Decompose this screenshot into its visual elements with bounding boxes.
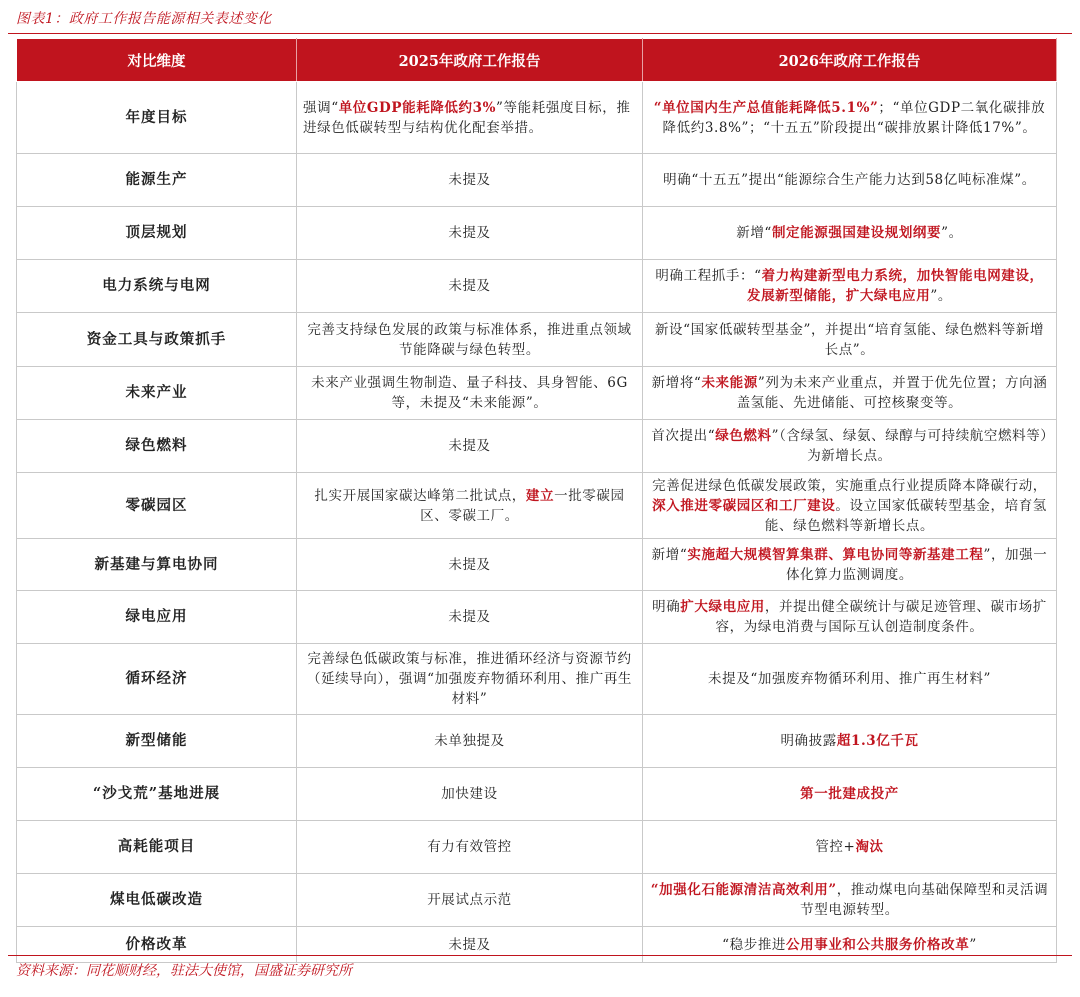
text: ”。 [930,288,952,304]
cell-2026 [643,874,1057,927]
highlight-text: 制定能源强国建设规划纲要 [771,225,942,241]
cell-2025 [297,473,643,539]
text: 完善促进绿色低碳发展政策，实施重点行业提质降本降碳行动， [652,477,1047,494]
table-row [17,874,1057,927]
table-row [17,367,1057,420]
cell-2025: 未提及 [297,539,643,591]
cell-2025: 完善绿色低碳政策与标准，推进循环经济与资源节约（延续导向），强调“加强废弃物循环利用、推广再生材料” [297,644,643,715]
text: ”，加强一体化算力监测调度。 [786,546,1048,583]
text: 明确披露 [780,733,837,749]
cell-2026 [643,768,1057,821]
cell-2025: 未来产业强调生物制造、量子科技、具身智能、6G等，未提及“未来能源”。 [297,367,643,420]
table-row [17,207,1057,260]
text: ”列为未来产业重点，并置于优先位置；方向涵盖氢能、先进储能、可控核聚变等。 [736,375,1048,411]
cell-2026 [643,821,1057,874]
cell-2026 [643,473,1057,539]
highlight-text: “加强化石能源清洁高效利用” [650,882,837,898]
highlight-text: 建立 [525,487,555,504]
header-2025: 2025年政府工作报告 [297,39,643,82]
cell-2026 [643,207,1057,260]
header-row [17,39,1057,82]
header-2026: 2026年政府工作报告 [643,39,1057,82]
table-row [17,644,1057,715]
cell-2026 [643,260,1057,313]
cell-2025: 未提及 [297,207,643,260]
cell-2025: 未提及 [297,927,643,963]
highlight-text: 第一批建成投产 [800,786,899,802]
highlight-text: “单位国内生产总值能耗降低5.1%” [653,99,879,116]
text: ”。 [941,225,963,241]
dimension-cell: 零碳园区 [17,473,297,539]
text: 新增“ [651,546,688,563]
highlight-text: 超1.3亿千瓦 [836,733,919,749]
dimension-cell: 能源生产 [17,154,297,207]
table-row [17,927,1057,963]
dimension-cell: 电力系统与电网 [17,260,297,313]
table-row [17,768,1057,821]
cell-2025 [297,82,643,154]
text: 首次提出“ [651,428,716,444]
table-row [17,821,1057,874]
cell-2025: 未单独提及 [297,715,643,768]
cell-2026 [643,715,1057,768]
text: ”（含绿氢、绿氨、绿醇与可持续航空燃料等）为新增长点。 [771,428,1048,464]
highlight-text: 着力构建新型电力系统，加快智能电网建设，发展新型储能，扩大绿电应用 [747,268,1044,304]
text: ”等能耗强度目标，推进绿色低碳转型与结构优化配套举措。 [303,99,631,136]
text: 明确工程抓手：“ [655,268,762,284]
highlight-text: 未来能源 [701,375,758,391]
highlight-text: 深入推进零碳园区和工厂建设 [652,497,836,514]
table-row [17,82,1057,154]
dimension-cell: 新基建与算电协同 [17,539,297,591]
dimension-cell: 煤电低碳改造 [17,874,297,927]
text: ；“单位GDP二氧化碳排放降低约3.8%”；“十五五”阶段提出“碳排放累计降低17%”。 [662,99,1046,136]
cell-2026 [643,367,1057,420]
table-row [17,591,1057,644]
cell-2026: 明确“十五五”提出“能源综合生产能力达到58亿吨标准煤”。 [643,154,1057,207]
highlight-text: 绿色燃料 [715,428,772,444]
dimension-cell: 年度目标 [17,82,297,154]
highlight-text: 淘汰 [855,839,884,855]
text: 一批零碳园区、零碳工厂。 [420,487,625,524]
cell-2025: 未提及 [297,154,643,207]
cell-2025: 有力有效管控 [297,821,643,874]
highlight-text: 扩大绿电应用 [680,599,765,615]
header-dimension: 对比维度 [17,39,297,82]
dimension-cell: 顶层规划 [17,207,297,260]
table-row [17,154,1057,207]
text: ” [969,936,977,953]
text: 强调“ [303,99,339,116]
source-note: 资料来源：同花顺财经，驻法大使馆，国盛证券研究所 [16,963,352,979]
table-row [17,313,1057,367]
table-row [17,420,1057,473]
dimension-cell: 新型储能 [17,715,297,768]
cell-2025: 未提及 [297,591,643,644]
dimension-cell: 未来产业 [17,367,297,420]
table-row [17,715,1057,768]
comparison-table [16,38,1057,963]
text: 新增将“ [651,375,702,391]
cell-2025: 开展试点示范 [297,874,643,927]
dimension-cell: 资金工具与政策抓手 [17,313,297,367]
cell-2026 [643,927,1057,963]
cell-2025: 加快建设 [297,768,643,821]
cell-2026: 新设“国家低碳转型基金”，并提出“培育氢能、绿色燃料等新增长点”。 [643,313,1057,367]
highlight-text: 公用事业和公共服务价格改革 [786,936,970,953]
text: “稳步推进 [722,936,787,953]
table-row [17,473,1057,539]
text: ，推动煤电向基础保障型和灵活调节型电源转型。 [800,882,1049,918]
highlight-text: 实施超大规模智算集群、算电协同等新基建工程 [687,546,984,563]
text: 新增“ [736,225,772,241]
cell-2026 [643,539,1057,591]
text: 明确 [652,599,681,615]
table-row [17,260,1057,313]
text: 管控+ [815,839,856,855]
cell-2025: 未提及 [297,420,643,473]
text: 。设立国家低碳转型基金，培育氢能、绿色燃料等新增长点。 [764,497,1047,534]
dimension-cell: 绿电应用 [17,591,297,644]
dimension-cell: “沙戈荒”基地进展 [17,768,297,821]
dimension-cell: 高耗能项目 [17,821,297,874]
table-row [17,539,1057,591]
text: 扎实开展国家碳达峰第二批试点， [314,487,526,504]
top-divider [8,33,1072,34]
dimension-cell: 绿色燃料 [17,420,297,473]
figure-caption: 图表1：政府工作报告能源相关表述变化 [16,11,272,27]
cell-2026: 未提及“加强废弃物循环利用、推广再生材料” [643,644,1057,715]
cell-2025: 完善支持绿色发展的政策与标准体系，推进重点领域节能降碳与绿色转型。 [297,313,643,367]
cell-2026 [643,82,1057,154]
text: ，并提出健全碳统计与碳足迹管理、碳市场扩容，为绿电消费与国际互认创造制度条件。 [715,599,1047,635]
cell-2025: 未提及 [297,260,643,313]
dimension-cell: 循环经济 [17,644,297,715]
bottom-divider [8,955,1072,956]
dimension-cell: 价格改革 [17,927,297,963]
cell-2026 [643,420,1057,473]
cell-2026 [643,591,1057,644]
highlight-text: 单位GDP能耗降低约3% [338,99,497,116]
